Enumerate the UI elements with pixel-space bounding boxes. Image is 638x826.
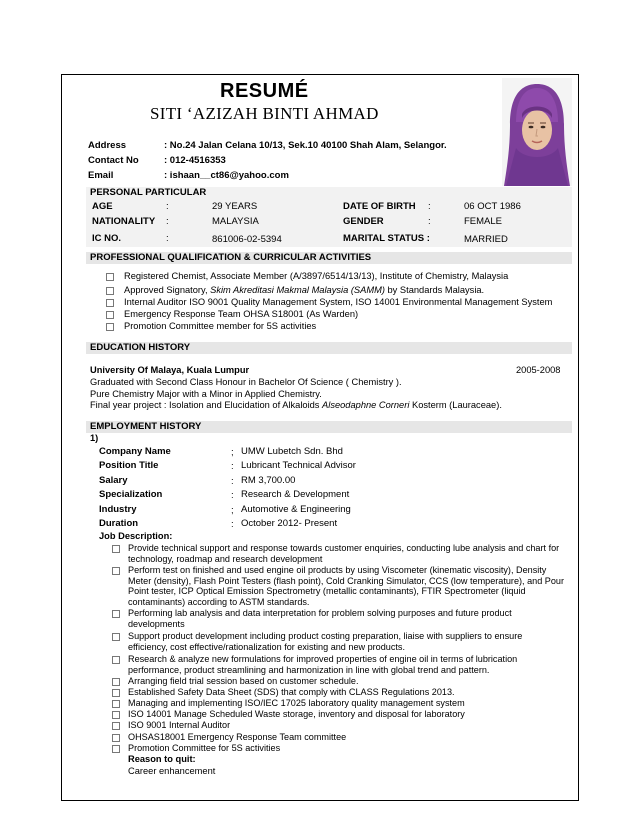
address-label: Address [88,140,127,151]
qualification-item: Promotion Committee member for 5S activities [106,321,316,333]
education-major: Pure Chemistry Major with a Minor in Applied Chemistry. [90,389,322,399]
gender-label: GENDER [343,216,384,227]
salary-label: Salary [99,475,128,486]
education-heading: EDUCATION HISTORY [86,342,572,354]
job-description-heading: Job Description: [99,531,173,541]
qualification-item: Internal Auditor ISO 9001 Quality Management System, ISO 14001 Environmental Management System [106,297,552,309]
duration-value: October 2012- Present [241,518,338,529]
position-title-label: Position Title [99,460,159,471]
employment-heading: EMPLOYMENT HISTORY [86,421,572,433]
reason-to-quit-heading: Reason to quit: [128,754,196,764]
qualification-item: Registered Chemist, Associate Member (A/3897/6514/13/13), Institute of Chemistry, Malaysia [106,271,508,283]
salary-value: RM 3,700.00 [241,475,296,486]
job-description-item: Research & analyze new formulations for improved properties of engine oil in terms of lubrication performance, product streamlining and harmonization in line with global trend and pattern. [112,654,564,675]
age-label: AGE [92,201,113,212]
candidate-name: SITI ‘AZIZAH BINTI AHMAD [150,104,379,123]
education-years: 2005-2008 [516,365,561,375]
contact-no-value: : 012-4516353 [164,155,226,166]
dob-label: DATE OF BIRTH [343,201,416,212]
nationality-label: NATIONALITY [92,216,156,227]
position-title-colon: : [231,461,234,472]
personal-particular-heading: PERSONAL PARTICULAR [90,187,207,198]
ic-label: IC NO. [92,233,122,244]
contact-no-label: Contact No [88,155,139,166]
nationality-colon: : [166,216,169,227]
ic-value: 861006-02-5394 [212,234,282,245]
duration-label: Duration [99,518,139,529]
job-description-item: Promotion Committee for 5S activities [112,743,564,754]
address-value: : No.24 Jalan Celana 10/13, Sek.10 40100 Shah Alam, Selangor. [164,140,447,151]
company-name-value: UMW Lubetch Sdn. Bhd [241,446,343,457]
job-description-item: OHSAS18001 Emergency Response Team committee [112,732,564,743]
industry-colon: ; [231,505,234,516]
qualification-item: Emergency Response Team OHSA S18001 (As Warden) [106,309,358,321]
resume-title: RESUMÉ [220,80,309,102]
specialization-colon: : [231,490,234,501]
job-description-item: Support product development including product costing preparation, liaise with suppliers to ensure efficiency, cost effective/rationalization for existing and new products. [112,631,564,652]
email-label: Email [88,170,114,181]
reason-to-quit-value: Career enhancement [128,766,216,776]
email-value: : ishaan__ct86@yahoo.com [164,170,289,181]
duration-colon: : [231,519,234,530]
marital-status-value: MARRIED [464,234,508,245]
job-description-item: Established Safety Data Sheet (SDS) that comply with CLASS Regulations 2013. [112,687,564,698]
qualification-heading: PROFESSIONAL QUALIFICATION & CURRICULAR ACTIVITIES [86,252,572,264]
company-name-colon: ; [231,447,234,458]
job-description-item: ISO 14001 Manage Scheduled Waste storage, inventory and disposal for laboratory [112,709,564,720]
company-name-label: Company Name [99,446,171,457]
age-value: 29 YEARS [212,201,258,212]
ic-colon: : [166,233,169,244]
profile-photo [502,78,572,186]
job-description-item: Managing and implementing ISO/IEC 17025 laboratory quality management system [112,698,564,709]
education-project: Final year project : Isolation and Elucidation of Alkaloids Alseodaphne Corneri Kosterm (Lauraceae). [90,400,502,410]
dob-colon: : [428,201,431,212]
job-description-item: Provide technical support and response towards customer enquiries, conducting lube analysis and chart for technology, roadmap and research development [112,543,564,564]
salary-colon: : [231,476,234,487]
job-description-item: Perform test on finished and used engine oil products by using Viscometer (kinematic viscosity), Density Meter (density), Flash Point Testers (flash point), Cold Cranking Simulator, CCS (low temperature), and Pour Point tester, ICP Optical Emission Spectrometry (metallic contaminants), FTIR Spectrometer (liquid contaminants) according to ASTM standards. [112,565,564,607]
education-degree: Graduated with Second Class Honour in Bachelor Of Science ( Chemistry ). [90,377,402,387]
nationality-value: MALAYSIA [212,216,259,227]
gender-colon: : [428,216,431,227]
specialization-value: Research & Development [241,489,350,500]
position-title-value: Lubricant Technical Advisor [241,460,356,471]
job-description-item: Arranging field trial session based on customer schedule. [112,676,564,687]
job-description-item: ISO 9001 Internal Auditor [112,720,564,731]
university-name: University Of Malaya, Kuala Lumpur [90,365,250,375]
industry-value: Automotive & Engineering [241,504,351,515]
gender-value: FEMALE [464,216,503,227]
job-description-item: Performing lab analysis and data interpretation for problem solving purposes and future product developments [112,608,564,629]
marital-status-label: MARITAL STATUS : [343,233,430,244]
dob-value: 06 OCT 1986 [464,201,521,212]
industry-label: Industry [99,504,137,515]
employment-index: 1) [90,433,99,443]
specialization-label: Specialization [99,489,163,500]
qualification-item: Approved Signatory, Skim Akreditasi Makmal Malaysia (SAMM) by Standards Malaysia. [106,285,484,297]
age-colon: : [166,201,169,212]
